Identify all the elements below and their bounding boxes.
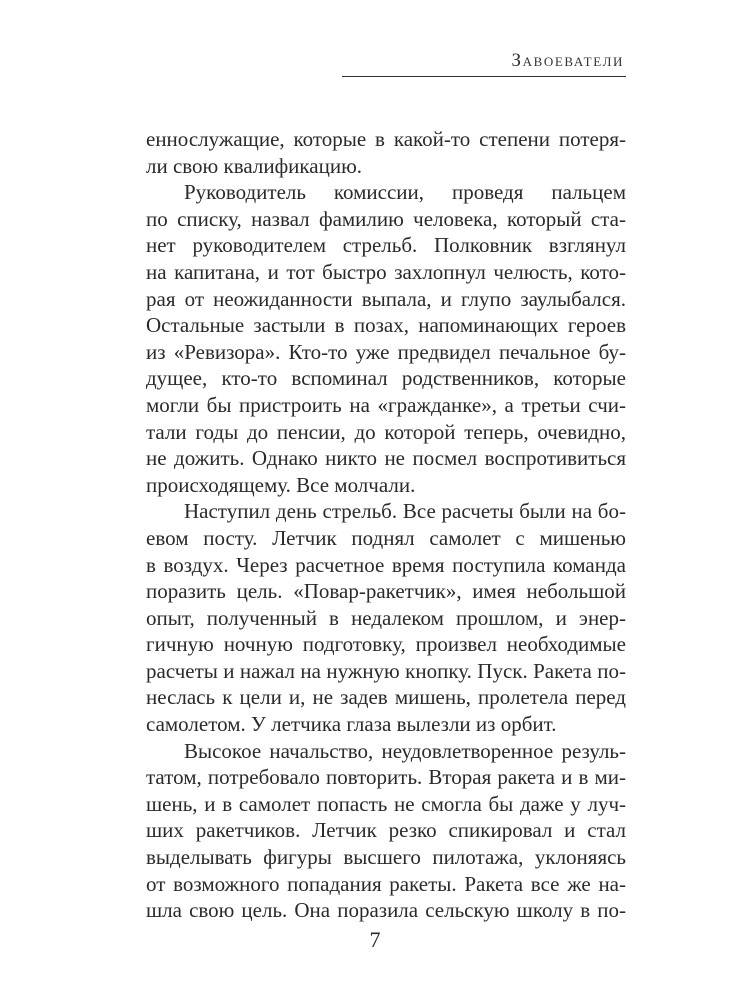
text-line: на капитана, и тот быстро захлопнул челюсть, кото- bbox=[146, 259, 626, 284]
text-line: нет руководителем стрельб. Полковник взглянул bbox=[146, 233, 626, 258]
text-line: Остальные застыли в позах, напоминающих героев bbox=[146, 313, 626, 338]
text-line: гичную ночную подготовку, произвел необходимые bbox=[146, 632, 626, 657]
text-line: расчеты и нажал на нужную кнопку. Пуск. Ракета по- bbox=[146, 658, 626, 683]
text-line: Высокое начальство, неудовлетворенное резуль- bbox=[184, 738, 626, 763]
text-line: ших ракетчиков. Летчик резко спикировал и стал bbox=[146, 818, 626, 843]
text-line: происходящему. Все молчали. bbox=[146, 472, 416, 497]
text-line: поразить цель. «Повар-ракетчик», имея небольшой bbox=[146, 579, 626, 604]
text-line: от возможного попадания ракеты. Ракета все же на- bbox=[146, 871, 626, 896]
text-line: шень, и в самолет попасть не смогла бы даже у луч- bbox=[146, 791, 626, 816]
text-line: из «Ревизора». Кто-то уже предвидел печальное бу- bbox=[146, 339, 626, 364]
text-line: по списку, назвал фамилию человека, который ста- bbox=[146, 206, 626, 231]
text-line: ли свою квалификацию. bbox=[146, 153, 363, 178]
text-line: опыт, полученный в недалеком прошлом, и энер- bbox=[146, 605, 626, 630]
text-line: татом, потребовало повторить. Вторая ракета и в ми- bbox=[146, 765, 626, 790]
running-header-title: Завоеватели bbox=[511, 50, 624, 71]
page-number: 7 bbox=[369, 927, 381, 952]
text-line: не дожить. Однако никто не посмел воспротивиться bbox=[146, 446, 626, 471]
text-line: тали годы до пенсии, до которой теперь, очевидно, bbox=[146, 419, 626, 444]
text-line: Наступил день стрельб. Все расчеты были на бо- bbox=[184, 499, 626, 524]
text-line: в воздух. Через расчетное время поступила команда bbox=[146, 552, 626, 577]
text-line: шла свою цель. Она поразила сельскую школу в по- bbox=[146, 898, 626, 923]
text-line: Руководитель комиссии, проведя пальцем bbox=[184, 180, 626, 205]
body-text bbox=[146, 126, 626, 924]
text-line: неслась к цели и, не задев мишень, пролетела перед bbox=[146, 685, 626, 710]
text-line: дущее, кто-то вспоминал родственников, которые bbox=[146, 366, 626, 391]
text-line: еннослужащие, которые в какой-то степени потеря- bbox=[146, 127, 626, 151]
text-line: евом посту. Летчик поднял самолет с мишенью bbox=[146, 525, 626, 550]
text-line: рая от неожиданности выпала, и глупо заулыбался. bbox=[146, 286, 626, 311]
text-line: самолетом. У летчика глаза вылезли из орбит. bbox=[146, 712, 557, 737]
text-line: выделывать фигуры высшего пилотажа, уклоняясь bbox=[146, 845, 626, 870]
header-rule bbox=[342, 76, 626, 77]
text-line: могли бы пристроить на «гражданке», а третьи счи- bbox=[146, 392, 626, 417]
